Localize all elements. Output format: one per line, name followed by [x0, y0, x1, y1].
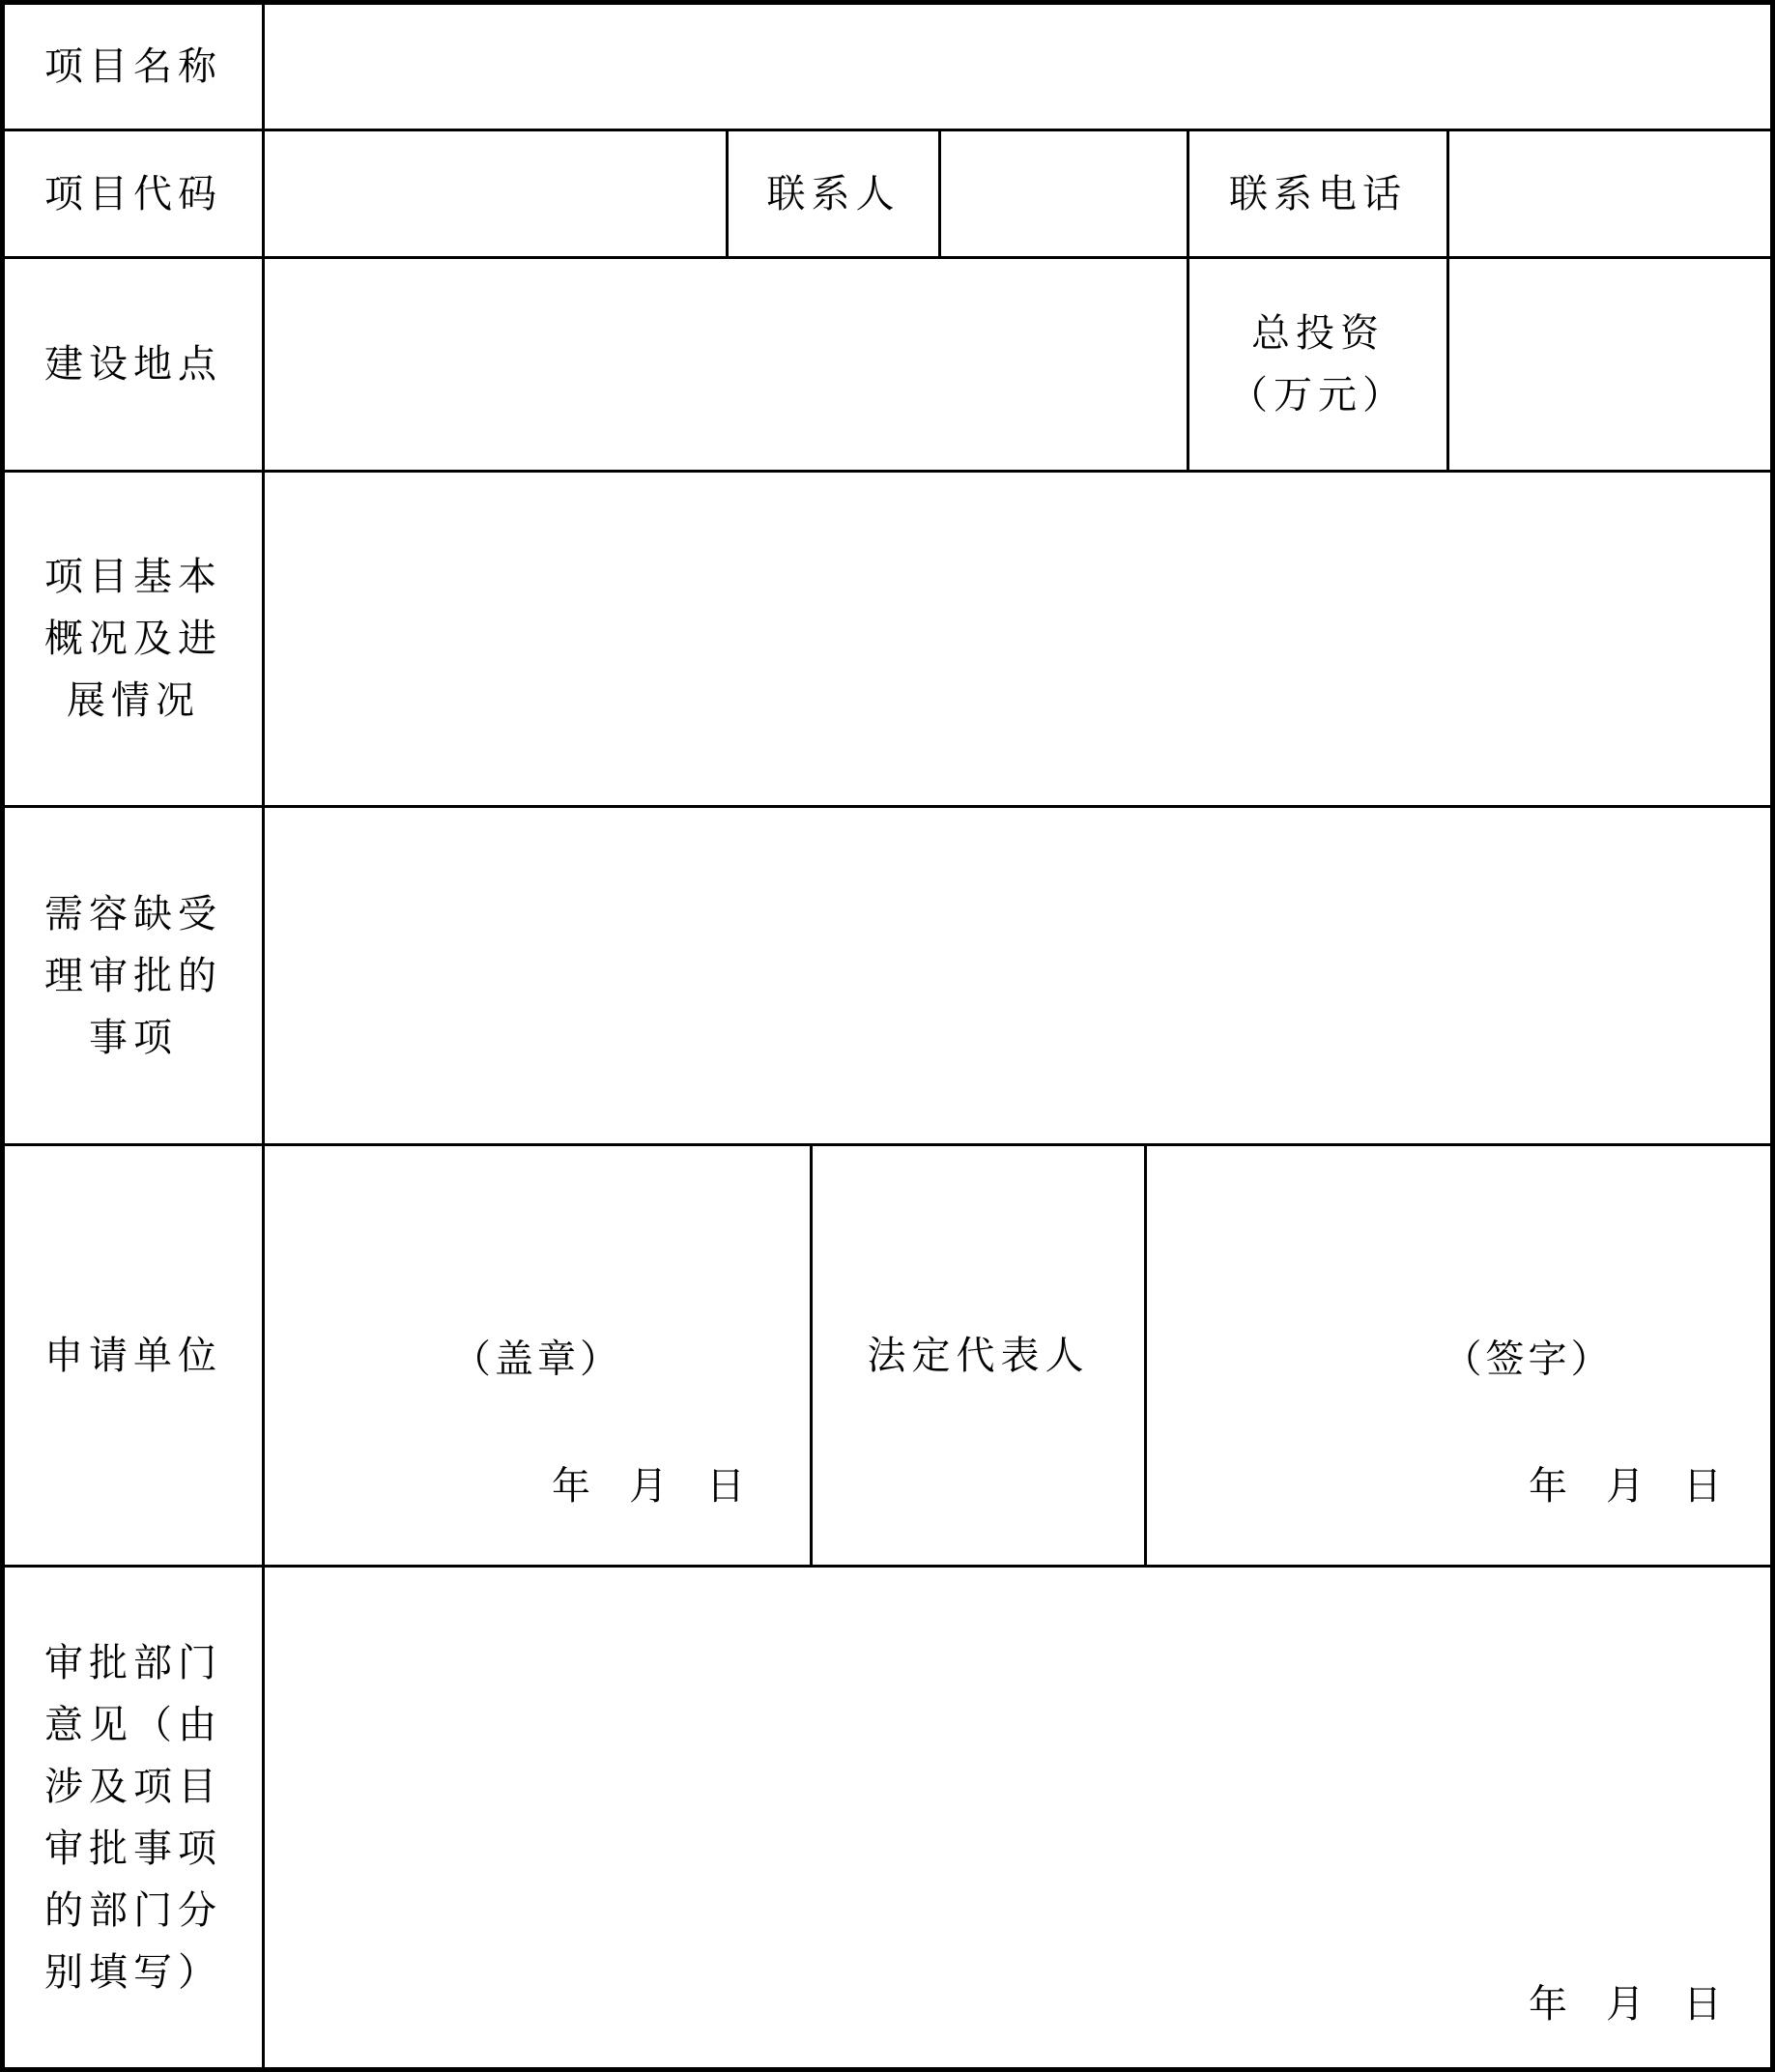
row-project-code: [5, 131, 1770, 259]
deficiency-items-label-line3: 事项: [89, 1015, 178, 1059]
contact-person-field[interactable]: [941, 131, 1189, 256]
signature-hint-label: （签字）: [1443, 1337, 1614, 1380]
contact-phone-label: [1189, 131, 1449, 256]
total-investment-label-line1: 总投资: [1251, 311, 1385, 355]
applicant-label-text: 申请单位: [44, 1333, 222, 1377]
contact-phone-label-text: 联系电话: [1229, 171, 1407, 216]
total-investment-label-line2: （万元）: [1229, 373, 1407, 417]
approval-opinion-label-line2: 意见（由: [44, 1702, 222, 1746]
location-label: [5, 259, 265, 470]
project-name-label-text: 项目名称: [44, 44, 222, 88]
contact-person-label: [729, 131, 941, 256]
stamp-date-line: 年 月 日: [552, 1464, 745, 1509]
row-project-name: [5, 5, 1770, 131]
legal-representative-label-text: 法定代表人: [867, 1333, 1090, 1377]
approval-date-line: 年 月 日: [1529, 1982, 1722, 2026]
overview-label: [5, 473, 265, 805]
project-code-field[interactable]: [265, 131, 729, 256]
contact-phone-field[interactable]: [1449, 131, 1770, 256]
approval-opinion-label-line3: 涉及项目: [44, 1764, 222, 1808]
approval-opinion-label-line5: 的部门分: [44, 1887, 222, 1932]
approval-opinion-label-line4: 审批事项: [44, 1826, 222, 1870]
contact-person-label-text: 联系人: [766, 171, 901, 216]
location-label-text: 建设地点: [44, 342, 222, 386]
overview-label-line2: 概况及进: [44, 617, 222, 660]
row-overview: [5, 473, 1770, 808]
project-code-label: [5, 131, 265, 256]
legal-representative-label: [813, 1146, 1147, 1565]
deficiency-items-label-line1: 需容缺受: [44, 891, 222, 935]
overview-label-line1: 项目基本: [44, 555, 222, 598]
approval-opinion-label-line1: 审批部门: [44, 1640, 222, 1684]
deficiency-items-field[interactable]: [265, 808, 1770, 1143]
approval-opinion-field[interactable]: [265, 1568, 1770, 2067]
approval-opinion-label-line6: 别填写）: [44, 1949, 222, 1994]
approval-opinion-label: [5, 1568, 265, 2067]
applicant-stamp-area[interactable]: [265, 1146, 813, 1565]
legal-representative-sign-area[interactable]: [1147, 1146, 1770, 1565]
project-name-field[interactable]: [265, 5, 1770, 129]
project-name-label: [5, 5, 265, 129]
row-location: [5, 259, 1770, 473]
overview-field[interactable]: [265, 473, 1770, 805]
overview-label-line3: 展情况: [67, 678, 200, 722]
signature-date-line: 年 月 日: [1529, 1464, 1722, 1509]
total-investment-field[interactable]: [1449, 259, 1770, 470]
stamp-hint-label: （盖章）: [452, 1337, 622, 1380]
applicant-label: [5, 1146, 265, 1565]
row-approval-opinion: [5, 1568, 1770, 2067]
deficiency-items-label: [5, 808, 265, 1143]
project-code-label-text: 项目代码: [44, 171, 222, 216]
location-field[interactable]: [265, 259, 1189, 470]
row-deficiency-items: [5, 808, 1770, 1146]
total-investment-label: [1189, 259, 1449, 470]
row-applicant: [5, 1146, 1770, 1568]
deficiency-items-label-line2: 理审批的: [44, 953, 222, 997]
